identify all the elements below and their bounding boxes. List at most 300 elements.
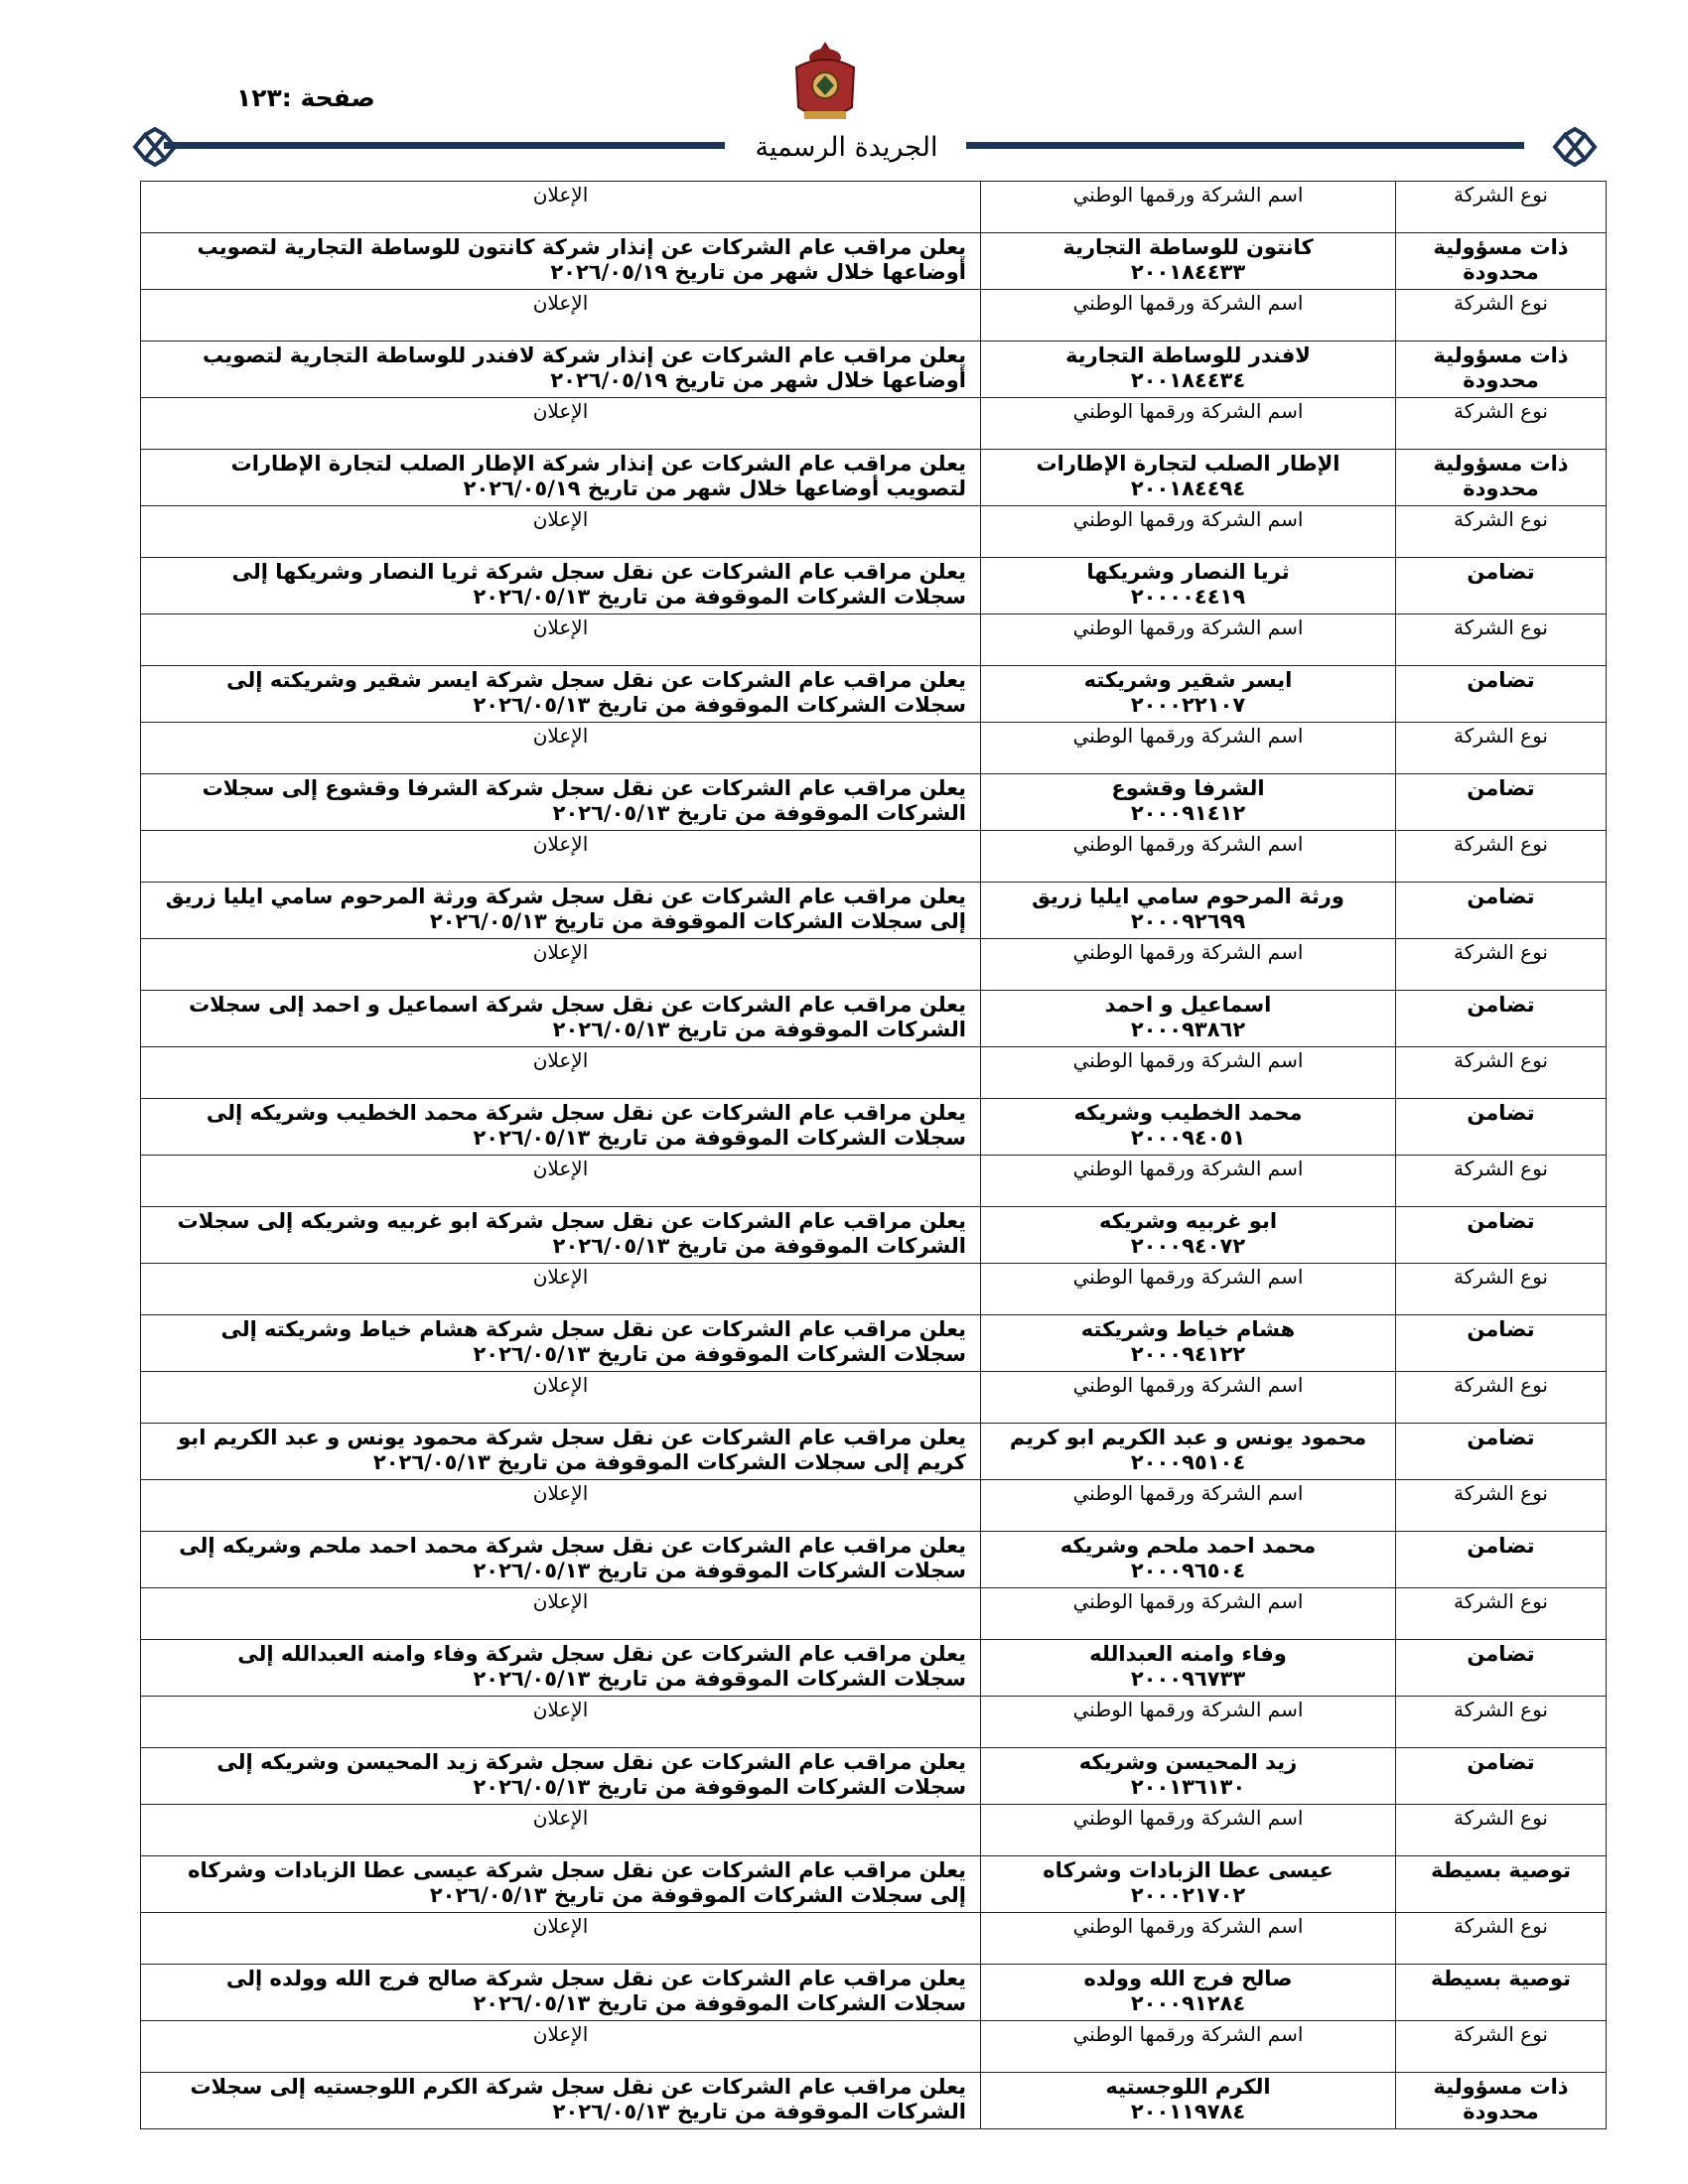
company-type xyxy=(1396,341,1607,398)
announcement-text xyxy=(141,666,981,723)
header-name-line: اسم الشركة ورقمها الوطني xyxy=(1072,1698,1304,1721)
header-type-line: نوع الشركة xyxy=(1454,940,1548,964)
company-name-line: وفاء وامنه العبدالله xyxy=(1089,1642,1287,1666)
header-type-line: نوع الشركة xyxy=(1454,1914,1548,1938)
company-name xyxy=(981,1640,1396,1697)
header-type xyxy=(1396,831,1607,883)
header-name xyxy=(981,398,1396,450)
header-name-line: اسم الشركة ورقمها الوطني xyxy=(1072,615,1304,639)
header-type xyxy=(1396,723,1607,774)
announcement-text-line: سجلات الشركات الموقوفة من تاريخ ٢٠٢٦/٠٥/١٣ xyxy=(473,693,966,717)
ornament-knot-icon xyxy=(1549,125,1601,169)
ornament-knot-icon xyxy=(129,125,181,169)
header-name-line: اسم الشركة ورقمها الوطني xyxy=(1072,1806,1304,1830)
table-row xyxy=(141,666,1607,723)
announcement-text xyxy=(141,883,981,939)
company-name-line: ٢٠٠٠٩١٤١٢ xyxy=(1130,801,1246,825)
company-type xyxy=(1396,1315,1607,1372)
header-announcement xyxy=(141,1372,981,1424)
header-type-line: نوع الشركة xyxy=(1454,1589,1548,1613)
company-type-line: تضامن xyxy=(1467,1101,1535,1125)
company-name-line: ٢٠٠٠٠٤٤١٩ xyxy=(1130,585,1246,609)
header-announcement-line: الإعلان xyxy=(532,1265,589,1289)
header-name xyxy=(981,506,1396,558)
header-type xyxy=(1396,614,1607,666)
table-header-row xyxy=(141,2021,1607,2073)
announcement-text-line: سجلات الشركات الموقوفة من تاريخ ٢٠٢٦/٠٥/١٣ xyxy=(473,585,966,609)
company-name-line: ٢٠٠٠٢٢١٠٧ xyxy=(1130,693,1246,717)
announcement-text-line: يعلن مراقب عام الشركات عن نقل سجل شركة محمد احمد ملحم وشريكه إلى xyxy=(179,1534,966,1558)
company-type-line: تضامن xyxy=(1467,668,1535,692)
header-name xyxy=(981,182,1396,233)
company-type-line: تضامن xyxy=(1467,1750,1535,1774)
announcement-text-line: الشركات الموقوفة من تاريخ ٢٠٢٦/٠٥/١٣ xyxy=(552,2100,966,2123)
company-name-line: صالح فرج الله وولده xyxy=(1083,1967,1293,1990)
header-announcement xyxy=(141,723,981,774)
company-type-line: ذات مسؤولية xyxy=(1433,235,1569,259)
header-name xyxy=(981,1913,1396,1965)
company-name-line: الشرفا وقشوع xyxy=(1111,776,1265,800)
header-type-line: نوع الشركة xyxy=(1454,507,1548,531)
header-announcement xyxy=(141,1156,981,1207)
header-announcement xyxy=(141,1805,981,1856)
header-type xyxy=(1396,506,1607,558)
header-name xyxy=(981,1805,1396,1856)
header-name xyxy=(981,1156,1396,1207)
company-name-line: ٢٠٠٠٩٦٥٠٤ xyxy=(1130,1559,1246,1582)
header-announcement-line: الإعلان xyxy=(532,1914,589,1938)
announcement-text xyxy=(141,1965,981,2021)
company-name-line: الإطار الصلب لتجارة الإطارات xyxy=(1036,452,1340,476)
header-name xyxy=(981,1697,1396,1748)
company-type xyxy=(1396,883,1607,939)
announcement-text-line: يعلن مراقب عام الشركات عن إنذار شركة لافندر للوساطة التجارية لتصويب xyxy=(203,343,966,367)
announcement-text-line: لتصويب أوضاعها خلال شهر من تاريخ ٢٠٢٦/٠٥/١٩ xyxy=(463,477,966,500)
company-name-line: ابو غربيه وشريكه xyxy=(1098,1209,1278,1233)
header-type-line: نوع الشركة xyxy=(1454,1481,1548,1505)
company-name xyxy=(981,233,1396,290)
announcement-text-line: الشركات الموقوفة من تاريخ ٢٠٢٦/٠٥/١٣ xyxy=(552,1018,966,1041)
header-type xyxy=(1396,939,1607,991)
company-name xyxy=(981,341,1396,398)
announcement-text xyxy=(141,1532,981,1588)
company-name-line: ٢٠٠١٣٦١٣٠ xyxy=(1130,1775,1246,1799)
announcement-text xyxy=(141,991,981,1047)
company-type-line: تضامن xyxy=(1467,1534,1535,1558)
header-type-line: نوع الشركة xyxy=(1454,2022,1548,2046)
header-type-line: نوع الشركة xyxy=(1454,399,1548,423)
table-row xyxy=(141,1424,1607,1480)
header-type-line: نوع الشركة xyxy=(1454,1048,1548,1072)
table-header-row xyxy=(141,1047,1607,1099)
table-header-row xyxy=(141,1697,1607,1748)
company-type xyxy=(1396,774,1607,831)
company-type xyxy=(1396,1640,1607,1697)
announcement-text xyxy=(141,1315,981,1372)
table-row xyxy=(141,1748,1607,1805)
company-name xyxy=(981,1965,1396,2021)
announcement-text xyxy=(141,341,981,398)
header-type-line: نوع الشركة xyxy=(1454,832,1548,856)
company-type-line: ذات مسؤولية xyxy=(1433,452,1569,476)
company-type xyxy=(1396,558,1607,614)
company-type-line: ذات مسؤولية xyxy=(1433,343,1569,367)
company-name xyxy=(981,666,1396,723)
company-name-line: ٢٠٠١١٩٧٨٤ xyxy=(1130,2100,1246,2123)
company-type-line: تضامن xyxy=(1467,1426,1535,1449)
header-type xyxy=(1396,1372,1607,1424)
announcement-text xyxy=(141,450,981,506)
header-announcement xyxy=(141,1913,981,1965)
company-name-line: محمد الخطيب وشريكه xyxy=(1073,1101,1303,1125)
announcement-text-line: يعلن مراقب عام الشركات عن نقل سجل شركة صالح فرج الله وولده إلى xyxy=(225,1967,966,1990)
gazette-title: الجريدة الرسمية xyxy=(755,132,938,163)
company-name xyxy=(981,991,1396,1047)
announcement-text xyxy=(141,2073,981,2129)
company-name-line: ايسر شقير وشريكته xyxy=(1083,668,1293,692)
header-announcement-line: الإعلان xyxy=(532,1806,589,1830)
header-name-line: اسم الشركة ورقمها الوطني xyxy=(1072,1914,1304,1938)
company-name xyxy=(981,1315,1396,1372)
company-name-line: لافندر للوساطة التجارية xyxy=(1065,343,1311,367)
header-announcement xyxy=(141,290,981,341)
announcement-text xyxy=(141,1424,981,1480)
announcement-text-line: إلى سجلات الشركات الموقوفة من تاريخ ٢٠٢٦/٠٥/١٣ xyxy=(429,1883,966,1907)
announcement-text xyxy=(141,1748,981,1805)
announcement-text-line: سجلات الشركات الموقوفة من تاريخ ٢٠٢٦/٠٥/١٣ xyxy=(473,1775,966,1799)
company-name xyxy=(981,1748,1396,1805)
header-type-line: نوع الشركة xyxy=(1454,1806,1548,1830)
table-header-row xyxy=(141,1913,1607,1965)
header-type xyxy=(1396,1588,1607,1640)
table-row xyxy=(141,991,1607,1047)
header-announcement xyxy=(141,1264,981,1315)
company-name xyxy=(981,1099,1396,1156)
company-name-line: ٢٠٠١٨٤٤٩٤ xyxy=(1130,477,1246,500)
announcement-text-line: يعلن مراقب عام الشركات عن نقل سجل شركة محمود يونس و عبد الكريم ابو xyxy=(178,1426,966,1449)
announcement-text-line: سجلات الشركات الموقوفة من تاريخ ٢٠٢٦/٠٥/١٣ xyxy=(473,1126,966,1150)
table-row xyxy=(141,341,1607,398)
header-rule-left xyxy=(164,142,725,149)
announcement-text-line: سجلات الشركات الموقوفة من تاريخ ٢٠٢٦/٠٥/١٣ xyxy=(473,1667,966,1691)
company-name-line: ٢٠٠٠٩٤١٢٢ xyxy=(1130,1342,1246,1366)
header-type-line: نوع الشركة xyxy=(1454,1265,1548,1289)
header-announcement xyxy=(141,398,981,450)
company-name-line: ثريا النصار وشريكها xyxy=(1086,560,1290,584)
header-name xyxy=(981,290,1396,341)
table-header-row xyxy=(141,723,1607,774)
table-row xyxy=(141,774,1607,831)
company-name xyxy=(981,2073,1396,2129)
header-announcement-line: الإعلان xyxy=(532,832,589,856)
header-type-line: نوع الشركة xyxy=(1454,1373,1548,1397)
announcement-text-line: أوضاعها خلال شهر من تاريخ ٢٠٢٦/٠٥/١٩ xyxy=(550,368,966,392)
company-name-line: عيسى عطا الزبادات وشركاه xyxy=(1043,1858,1334,1882)
header-announcement-line: الإعلان xyxy=(532,1048,589,1072)
company-type-line: تضامن xyxy=(1467,1642,1535,1666)
company-name xyxy=(981,883,1396,939)
company-name xyxy=(981,558,1396,614)
header-type-line: نوع الشركة xyxy=(1454,615,1548,639)
header-type xyxy=(1396,2021,1607,2073)
company-name-line: ٢٠٠١٨٤٤٣٤ xyxy=(1130,368,1246,392)
header-type xyxy=(1396,1156,1607,1207)
header-announcement xyxy=(141,182,981,233)
announcement-text xyxy=(141,774,981,831)
header-name-line: اسم الشركة ورقمها الوطني xyxy=(1072,1048,1304,1072)
announcement-text-line: يعلن مراقب عام الشركات عن نقل سجل شركة ثريا النصار وشريكها إلى xyxy=(231,560,966,584)
company-type xyxy=(1396,1099,1607,1156)
header-name xyxy=(981,1264,1396,1315)
table-row xyxy=(141,558,1607,614)
table-header-row xyxy=(141,1372,1607,1424)
header-name xyxy=(981,1372,1396,1424)
announcement-text-line: يعلن مراقب عام الشركات عن نقل سجل شركة وفاء وامنه العبدالله إلى xyxy=(237,1642,966,1666)
company-name-line: ٢٠٠٠٩٤٠٥١ xyxy=(1130,1126,1246,1150)
announcement-text-line: يعلن مراقب عام الشركات عن نقل سجل شركة هشام خياط وشريكته إلى xyxy=(220,1317,966,1341)
company-type-line: محدودة xyxy=(1463,477,1539,500)
company-type xyxy=(1396,1532,1607,1588)
header-type-line: نوع الشركة xyxy=(1454,1157,1548,1180)
table-header-row xyxy=(141,506,1607,558)
header-announcement xyxy=(141,939,981,991)
announcement-text xyxy=(141,1640,981,1697)
announcement-text-line: يعلن مراقب عام الشركات عن إنذار شركة الإطار الصلب لتجارة الإطارات xyxy=(230,452,966,476)
company-name-line: ٢٠٠٠٩٤٠٧٢ xyxy=(1130,1234,1246,1258)
announcement-text xyxy=(141,1207,981,1264)
table-row xyxy=(141,1532,1607,1588)
table-header-row xyxy=(141,939,1607,991)
table-header-row xyxy=(141,290,1607,341)
company-type xyxy=(1396,2073,1607,2129)
company-name-line: ٢٠٠٠٢١٧٠٢ xyxy=(1130,1883,1246,1907)
header-name xyxy=(981,939,1396,991)
company-name xyxy=(981,774,1396,831)
announcement-text-line: يعلن مراقب عام الشركات عن نقل سجل شركة ايسر شقير وشريكته إلى xyxy=(226,668,966,692)
company-name xyxy=(981,450,1396,506)
announcement-text-line: يعلن مراقب عام الشركات عن نقل سجل شركة محمد الخطيب وشريكه إلى xyxy=(206,1101,966,1125)
company-type xyxy=(1396,1424,1607,1480)
company-name xyxy=(981,1856,1396,1913)
header-announcement-line: الإعلان xyxy=(532,615,589,639)
header-announcement-line: الإعلان xyxy=(532,399,589,423)
header-name xyxy=(981,1480,1396,1532)
announcement-text xyxy=(141,558,981,614)
header-name-line: اسم الشركة ورقمها الوطني xyxy=(1072,832,1304,856)
announcement-text xyxy=(141,233,981,290)
company-name-line: ٢٠٠١٨٤٤٣٣ xyxy=(1130,260,1246,284)
header-name xyxy=(981,614,1396,666)
announcement-text xyxy=(141,1099,981,1156)
header-announcement-line: الإعلان xyxy=(532,1698,589,1721)
table-header-row xyxy=(141,614,1607,666)
company-name-line: زيد المحيسن وشريكه xyxy=(1078,1750,1298,1774)
announcement-text-line: إلى سجلات الشركات الموقوفة من تاريخ ٢٠٢٦/٠٥/١٣ xyxy=(429,909,966,933)
header-name-line: اسم الشركة ورقمها الوطني xyxy=(1072,724,1304,748)
table-header-row xyxy=(141,1156,1607,1207)
company-type-line: توصية بسيطة xyxy=(1431,1967,1571,1990)
table-row xyxy=(141,1315,1607,1372)
header-rule-right xyxy=(966,142,1524,149)
company-type xyxy=(1396,1207,1607,1264)
header-announcement-line: الإعلان xyxy=(532,1589,589,1613)
company-name-line: ورثة المرحوم سامي ايليا زريق xyxy=(1032,885,1344,908)
company-type-line: تضامن xyxy=(1467,885,1535,908)
header-name-line: اسم الشركة ورقمها الوطني xyxy=(1072,2022,1304,2046)
company-name-line: ٢٠٠٠٩٦٧٣٣ xyxy=(1130,1667,1246,1691)
header-name-line: اسم الشركة ورقمها الوطني xyxy=(1072,1589,1304,1613)
header-announcement-line: الإعلان xyxy=(532,1157,589,1180)
header-announcement-line: الإعلان xyxy=(532,2022,589,2046)
header-type-line: نوع الشركة xyxy=(1454,1698,1548,1721)
table-row xyxy=(141,883,1607,939)
announcement-text-line: سجلات الشركات الموقوفة من تاريخ ٢٠٢٦/٠٥/١٣ xyxy=(473,1991,966,2015)
header-name xyxy=(981,2021,1396,2073)
company-type-line: ذات مسؤولية xyxy=(1433,2075,1569,2099)
company-type xyxy=(1396,233,1607,290)
company-name xyxy=(981,1207,1396,1264)
header-name-line: اسم الشركة ورقمها الوطني xyxy=(1072,1373,1304,1397)
header-announcement xyxy=(141,831,981,883)
header-name-line: اسم الشركة ورقمها الوطني xyxy=(1072,507,1304,531)
table-header-row xyxy=(141,1588,1607,1640)
header-name-line: اسم الشركة ورقمها الوطني xyxy=(1072,183,1304,206)
company-type xyxy=(1396,666,1607,723)
company-type xyxy=(1396,1965,1607,2021)
company-name xyxy=(981,1532,1396,1588)
header-type xyxy=(1396,1697,1607,1748)
announcement-text-line: يعلن مراقب عام الشركات عن نقل سجل شركة عيسى عطا الزبادات وشركاه xyxy=(188,1858,966,1882)
company-name-line: محمود يونس و عبد الكريم ابو كريم xyxy=(1009,1426,1367,1449)
announcement-text xyxy=(141,1856,981,1913)
company-type-line: محدودة xyxy=(1463,368,1539,392)
table-row xyxy=(141,1640,1607,1697)
header-announcement-line: الإعلان xyxy=(532,507,589,531)
company-name-line: اسماعيل و احمد xyxy=(1104,993,1272,1017)
announcement-text-line: الشركات الموقوفة من تاريخ ٢٠٢٦/٠٥/١٣ xyxy=(552,801,966,825)
table-row xyxy=(141,2073,1607,2129)
header-announcement-line: الإعلان xyxy=(532,940,589,964)
header-announcement xyxy=(141,1480,981,1532)
header-type xyxy=(1396,1480,1607,1532)
company-name-line: كانتون للوساطة التجارية xyxy=(1062,235,1314,259)
company-type-line: محدودة xyxy=(1463,260,1539,284)
company-name-line: ٢٠٠٠٩٥١٠٤ xyxy=(1130,1450,1246,1474)
announcements-table xyxy=(140,181,1607,2129)
header-announcement xyxy=(141,506,981,558)
announcement-text-line: الشركات الموقوفة من تاريخ ٢٠٢٦/٠٥/١٣ xyxy=(552,1234,966,1258)
company-type-line: محدودة xyxy=(1463,2100,1539,2123)
company-type-line: تضامن xyxy=(1467,1317,1535,1341)
table-row xyxy=(141,1207,1607,1264)
table-row xyxy=(141,450,1607,506)
company-name xyxy=(981,1424,1396,1480)
header-name-line: اسم الشركة ورقمها الوطني xyxy=(1072,399,1304,423)
header-announcement xyxy=(141,1697,981,1748)
company-type-line: تضامن xyxy=(1467,560,1535,584)
table-header-row xyxy=(141,1264,1607,1315)
company-type xyxy=(1396,1748,1607,1805)
company-type-line: توصية بسيطة xyxy=(1431,1858,1571,1882)
announcement-text-line: يعلن مراقب عام الشركات عن إنذار شركة كانتون للوساطة التجارية لتصويب xyxy=(197,235,966,259)
table-header-row xyxy=(141,182,1607,233)
header-type xyxy=(1396,1913,1607,1965)
company-type xyxy=(1396,1856,1607,1913)
header-announcement-line: الإعلان xyxy=(532,291,589,315)
announcement-text-line: أوضاعها خلال شهر من تاريخ ٢٠٢٦/٠٥/١٩ xyxy=(550,260,966,284)
table-header-row xyxy=(141,831,1607,883)
table-header-row xyxy=(141,1480,1607,1532)
company-type xyxy=(1396,991,1607,1047)
header-type xyxy=(1396,1047,1607,1099)
announcement-text-line: يعلن مراقب عام الشركات عن نقل سجل شركة ورثة المرحوم سامي ايليا زريق xyxy=(165,885,966,908)
header-type xyxy=(1396,1264,1607,1315)
company-type-line: تضامن xyxy=(1467,776,1535,800)
company-name-line: ٢٠٠٠٩١٢٨٤ xyxy=(1130,1991,1246,2015)
page-number: صفحة :١٢٣ xyxy=(236,83,375,112)
header-announcement xyxy=(141,614,981,666)
header-type-line: نوع الشركة xyxy=(1454,183,1548,206)
coat-of-arms-emblem xyxy=(786,38,864,127)
header-name-line: اسم الشركة ورقمها الوطني xyxy=(1072,1157,1304,1180)
announcement-text-line: يعلن مراقب عام الشركات عن نقل سجل شركة الكرم اللوجستيه إلى سجلات xyxy=(190,2075,966,2099)
header-announcement-line: الإعلان xyxy=(532,1481,589,1505)
header-announcement-line: الإعلان xyxy=(532,183,589,206)
header-name xyxy=(981,831,1396,883)
header-name-line: اسم الشركة ورقمها الوطني xyxy=(1072,1481,1304,1505)
table-row xyxy=(141,1965,1607,2021)
announcement-text-line: يعلن مراقب عام الشركات عن نقل سجل شركة اسماعيل و احمد إلى سجلات xyxy=(189,993,966,1017)
header-name-line: اسم الشركة ورقمها الوطني xyxy=(1072,291,1304,315)
company-type xyxy=(1396,450,1607,506)
table-header-row xyxy=(141,1805,1607,1856)
header-announcement xyxy=(141,1588,981,1640)
announcement-text-line: سجلات الشركات الموقوفة من تاريخ ٢٠٢٦/٠٥/١٣ xyxy=(473,1342,966,1366)
announcement-text-line: سجلات الشركات الموقوفة من تاريخ ٢٠٢٦/٠٥/١٣ xyxy=(473,1559,966,1582)
company-name-line: محمد احمد ملحم وشريكه xyxy=(1059,1534,1317,1558)
table-row xyxy=(141,1099,1607,1156)
header-announcement-line: الإعلان xyxy=(532,724,589,748)
company-name-line: الكرم اللوجستيه xyxy=(1105,2075,1271,2099)
company-name-line: هشام خياط وشريكته xyxy=(1080,1317,1296,1341)
header-name xyxy=(981,1047,1396,1099)
company-type-line: تضامن xyxy=(1467,1209,1535,1233)
company-type-line: تضامن xyxy=(1467,993,1535,1017)
header-type xyxy=(1396,290,1607,341)
header-announcement-line: الإعلان xyxy=(532,1373,589,1397)
table-header-row xyxy=(141,398,1607,450)
table-row xyxy=(141,233,1607,290)
header-type xyxy=(1396,1805,1607,1856)
company-name-line: ٢٠٠٠٩٣٨٦٢ xyxy=(1130,1018,1246,1041)
header-name-line: اسم الشركة ورقمها الوطني xyxy=(1072,940,1304,964)
header-type-line: نوع الشركة xyxy=(1454,724,1548,748)
header-name xyxy=(981,723,1396,774)
header-type xyxy=(1396,398,1607,450)
header-announcement xyxy=(141,1047,981,1099)
header-name xyxy=(981,1588,1396,1640)
announcement-text-line: يعلن مراقب عام الشركات عن نقل سجل شركة الشرفا وقشوع إلى سجلات xyxy=(202,776,966,800)
header-type xyxy=(1396,182,1607,233)
header-announcement xyxy=(141,2021,981,2073)
header-name-line: اسم الشركة ورقمها الوطني xyxy=(1072,1265,1304,1289)
announcement-text-line: كريم إلى سجلات الشركات الموقوفة من تاريخ ٢٠٢٦/٠٥/١٣ xyxy=(372,1450,966,1474)
announcement-text-line: يعلن مراقب عام الشركات عن نقل سجل شركة زيد المحيسن وشريكه إلى xyxy=(216,1750,966,1774)
company-name-line: ٢٠٠٠٩٢٦٩٩ xyxy=(1130,909,1246,933)
table-row xyxy=(141,1856,1607,1913)
announcement-text-line: يعلن مراقب عام الشركات عن نقل سجل شركة ابو غربيه وشريكه إلى سجلات xyxy=(177,1209,966,1233)
header-type-line: نوع الشركة xyxy=(1454,291,1548,315)
